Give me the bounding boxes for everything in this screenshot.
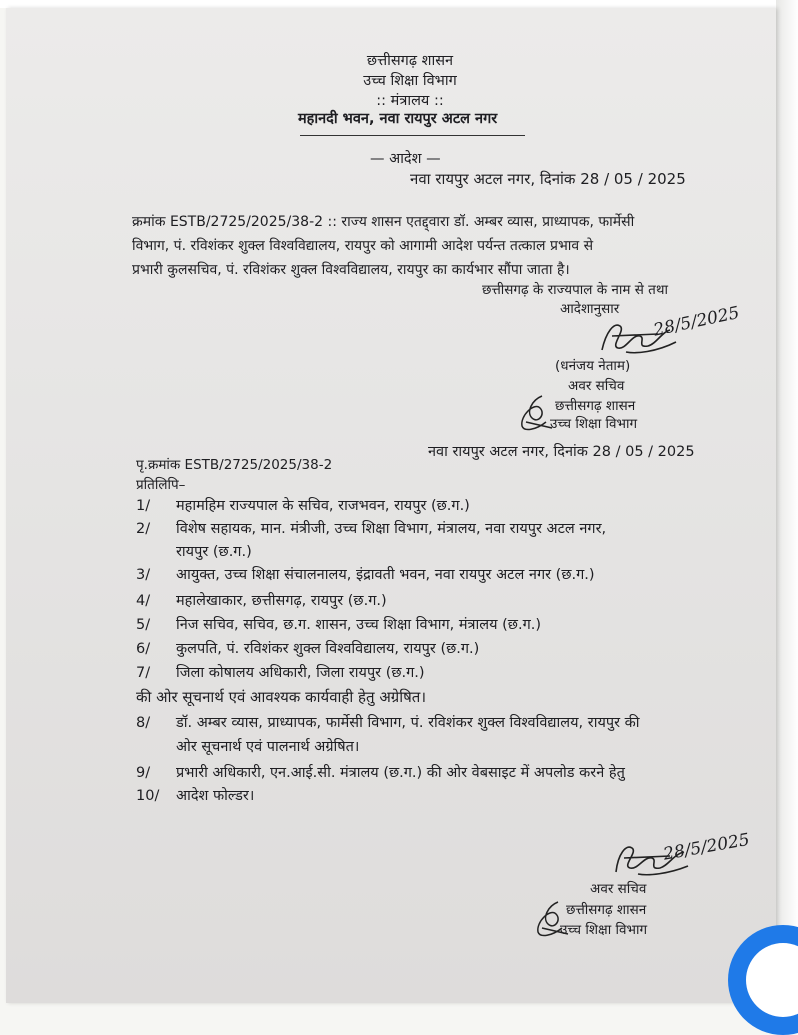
list-item bbox=[136, 520, 606, 538]
list-item-number: 4/ bbox=[136, 593, 151, 609]
header-address: महानदी भवन, नवा रायपुर अटल नगर bbox=[298, 111, 498, 127]
initial-mark-2 bbox=[528, 898, 578, 942]
list-item-number: 2/ bbox=[136, 521, 151, 537]
list-item-continued: ओर सूचनार्थ एवं पालनार्थ अग्रेषित। bbox=[176, 739, 360, 755]
forward-note: की ओर सूचनार्थ एवं आवश्यक कार्यवाही हेतु अग्रेषित। bbox=[136, 688, 427, 706]
signatory-name: (धनंजय नेताम) bbox=[555, 358, 631, 374]
list-item-number: 5/ bbox=[136, 617, 151, 633]
list-item bbox=[136, 714, 640, 732]
list-item bbox=[136, 592, 387, 610]
signatory-office-2: उच्च शिक्षा विभाग bbox=[550, 416, 638, 432]
authority-line-1: छत्तीसगढ़ के राज्यपाल के नाम से तथा bbox=[482, 282, 668, 298]
order-body-line-3: प्रभारी कुलसचिव, पं. रविशंकर शुक्ल विश्वविद्यालय, रायपुर का कार्यभार सौंपा जाता है। bbox=[132, 262, 570, 278]
list-item bbox=[136, 497, 470, 515]
signatory-designation: अवर सचिव bbox=[568, 378, 625, 394]
screen-edge bbox=[776, 0, 798, 1003]
initial-mark-1 bbox=[512, 392, 562, 436]
list-item bbox=[136, 787, 254, 805]
signatory-2-office-2: उच्च शिक्षा विभाग bbox=[560, 922, 648, 938]
header-government: छत्तीसगढ़ शासन bbox=[366, 53, 454, 69]
list-item-text: विशेष सहायक, मान. मंत्रीजी, उच्च शिक्षा विभाग, मंत्रालय, नवा रायपुर अटल नगर, bbox=[176, 521, 607, 537]
list-item-text: महालेखाकार, छत्तीसगढ़, रायपुर (छ.ग.) bbox=[176, 593, 387, 609]
list-item bbox=[136, 616, 541, 634]
list-item bbox=[136, 640, 479, 658]
order-title: — आदेश — bbox=[370, 151, 441, 167]
top-strip bbox=[0, 0, 798, 8]
copy-label: प्रतिलिपि– bbox=[136, 477, 186, 493]
list-item-number: 3/ bbox=[136, 567, 151, 583]
list-item-text: आयुक्त, उच्च शिक्षा संचालनालय, इंद्रावती भवन, नवा रायपुर अटल नगर (छ.ग.) bbox=[176, 567, 595, 583]
list-item-text: महामहिम राज्यपाल के सचिव, राजभवन, रायपुर (छ.ग.) bbox=[176, 498, 470, 514]
signatory-2-office-1: छत्तीसगढ़ शासन bbox=[566, 902, 647, 918]
signature-2-date: 28/5/2025 bbox=[661, 829, 752, 865]
list-item bbox=[136, 664, 425, 682]
list-item-text: कुलपति, पं. रविशंकर शुक्ल विश्वविद्यालय, रायपुर (छ.ग.) bbox=[176, 641, 480, 657]
header-divider bbox=[300, 135, 525, 136]
header-department: उच्च शिक्षा विभाग bbox=[363, 73, 457, 89]
list-item-continued: रायपुर (छ.ग.) bbox=[176, 544, 252, 560]
signatory-2-designation: अवर सचिव bbox=[590, 881, 647, 897]
list-item-text: डॉ. अम्बर व्यास, प्राध्यापक, फार्मेसी विभाग, पं. रविशंकर शुक्ल विश्वविद्यालय, रायपुर की bbox=[176, 715, 640, 731]
list-item-text: निज सचिव, सचिव, छ.ग. शासन, उच्च शिक्षा विभाग, मंत्रालय (छ.ग.) bbox=[176, 617, 541, 633]
authority-line-2: आदेशानुसार bbox=[560, 301, 620, 317]
list-item-number: 10/ bbox=[136, 788, 160, 804]
list-item-number: 9/ bbox=[136, 765, 151, 781]
order-body-line-2: विभाग, पं. रविशंकर शुक्ल विश्वविद्यालय, रायपुर को आगामी आदेश पर्यन्त तत्काल प्रभाव से bbox=[132, 238, 594, 254]
order-date: नवा रायपुर अटल नगर, दिनांक 28 / 05 / 2025 bbox=[410, 170, 686, 188]
endorsement-date: नवा रायपुर अटल नगर, दिनांक 28 / 05 / 2025 bbox=[428, 444, 695, 460]
endorsement-number: पृ.क्रमांक ESTB/2725/2025/38-2 bbox=[136, 457, 333, 473]
signatory-office-1: छत्तीसगढ़ शासन bbox=[555, 398, 636, 414]
list-item-number: 8/ bbox=[136, 715, 151, 731]
list-item-number: 7/ bbox=[136, 665, 151, 681]
list-item-text: जिला कोषालय अधिकारी, जिला रायपुर (छ.ग.) bbox=[176, 665, 425, 681]
signature-1-date: 28/5/2025 bbox=[651, 302, 742, 341]
list-item bbox=[136, 764, 625, 782]
list-item-text: प्रभारी अधिकारी, एन.आई.सी. मंत्रालय (छ.ग.) की ओर वेबसाइट में अपलोड करने हेतु bbox=[176, 765, 625, 781]
header-ministry: :: मंत्रालय :: bbox=[376, 93, 444, 109]
order-body-line-1: क्रमांक ESTB/2725/2025/38-2 :: राज्य शासन एतद्द्वारा डॉ. अम्बर व्यास, प्राध्यापक, फार्मेसी bbox=[132, 214, 635, 230]
list-item bbox=[136, 566, 595, 584]
list-item-number: 6/ bbox=[136, 641, 151, 657]
list-item-number: 1/ bbox=[136, 498, 151, 514]
list-item-text: आदेश फोल्डर। bbox=[176, 788, 255, 804]
